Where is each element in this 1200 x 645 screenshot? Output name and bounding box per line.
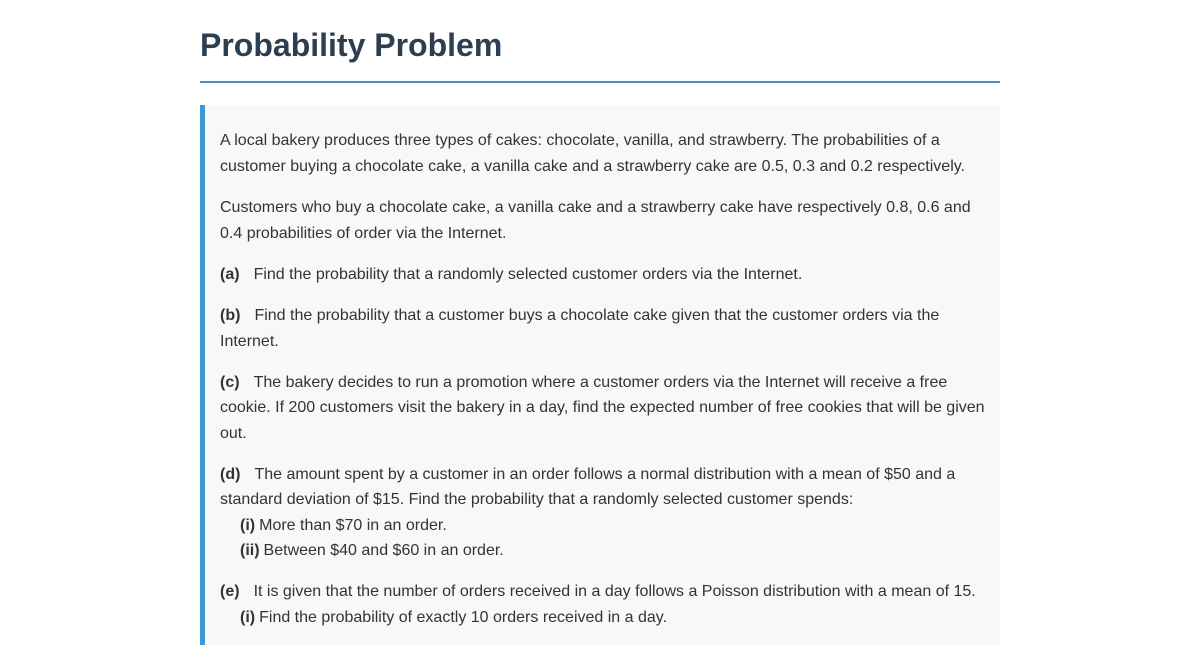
part-a [220, 262, 985, 288]
part-d-sub-ii-label: (ii) [240, 542, 260, 559]
part-c-label: (c) [220, 373, 240, 391]
part-e-label: (e) [220, 583, 240, 600]
part-d-sub-i [220, 513, 985, 539]
part-d-sub-ii [220, 538, 985, 564]
part-e-text: It is given that the number of orders received in a day follows a Poisson distribution with a mean of 15. [253, 583, 976, 600]
part-a-label: (a) [220, 266, 240, 283]
part-b-text: Find the probability that a customer buys a chocolate cake given that the customer orders via the Internet. [220, 307, 940, 350]
problem-context: Customers who buy a chocolate cake, a vanilla cake and a strawberry cake have respectively 0.8, 0.6 and 0.4 probabilities of order via the Internet. [220, 199, 971, 242]
part-d-sub-ii-text: Between $40 and $60 in an order. [263, 542, 504, 559]
part-b-label: (b) [220, 307, 241, 324]
part-e [220, 579, 985, 630]
page-title: Probability Problem [200, 27, 503, 63]
title-divider [200, 81, 1000, 83]
part-d-label: (d) [220, 465, 241, 483]
part-a-text: Find the probability that a randomly selected customer orders via the Internet. [253, 266, 803, 283]
page-container [200, 0, 1000, 626]
part-c [220, 370, 985, 447]
part-d-sub-i-text: More than $70 in an order. [259, 516, 447, 534]
part-e-sub-i [220, 605, 985, 631]
part-d-text: The amount spent by a customer in an order follows a normal distribution with a mean of $50 and a standard deviation of $15. Find the probability that a randomly selected customer spends: [220, 465, 956, 508]
part-c-text: The bakery decides to run a promotion where a customer orders via the Internet will receive a free cookie. If 200 customers visit the bakery in a day, find the expected number of free cookies that will be given out. [220, 373, 985, 442]
part-e-sub-i-text: Find the probability of exactly 10 orders received in a day. [259, 608, 668, 626]
part-d-sub-i-label: (i) [240, 516, 256, 534]
problem-intro: A local bakery produces three types of cakes: chocolate, vanilla, and strawberry. The probabilities of a customer buying a chocolate cake, a vanilla cake and a strawberry cake are 0.5, 0.3 and 0.2 respectively. [220, 132, 965, 175]
part-e-sub-i-label: (i) [240, 608, 256, 626]
part-b [220, 303, 985, 354]
part-d [220, 462, 985, 564]
problem-box [200, 105, 1000, 645]
